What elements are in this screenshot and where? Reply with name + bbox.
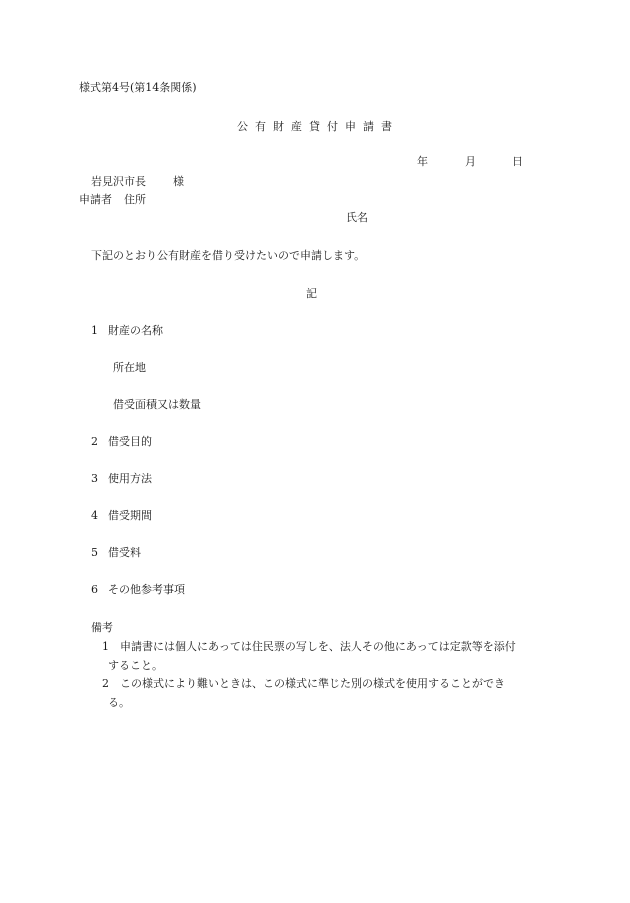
item-number: 2 <box>91 435 98 448</box>
date-day: 日 <box>512 155 523 168</box>
item-number: 3 <box>91 472 98 485</box>
item-number: 4 <box>91 509 98 522</box>
note-number: 1 <box>102 640 109 653</box>
item-label: 使用方法 <box>108 472 152 485</box>
item-label: その他参考事項 <box>108 583 185 596</box>
note-line: る。 <box>108 696 130 709</box>
item-number: 1 <box>91 324 98 337</box>
item-label: 借受面積又は数量 <box>113 398 201 411</box>
item-label: 所在地 <box>113 361 146 374</box>
date-month: 月 <box>465 155 476 168</box>
addressee-honorific: 様 <box>173 175 184 188</box>
note-number: 2 <box>102 677 109 690</box>
applicant-label: 申請者 <box>79 193 112 206</box>
intro-text: 下記のとおり公有財産を借り受けたいので申請します。 <box>91 249 366 262</box>
applicant-name-label: 氏名 <box>346 211 368 224</box>
item-label: 借受目的 <box>108 435 152 448</box>
note-line: 申請書には個人にあっては住民票の写しを、法人その他にあっては定款等を添付 <box>120 640 516 653</box>
item-label: 借受料 <box>108 546 141 559</box>
item-number: 6 <box>91 583 98 596</box>
item-label: 財産の名称 <box>108 324 163 337</box>
document-title: 公有財産貸付申請書 <box>237 120 399 133</box>
note-line: この様式により難いときは、この様式に準じた別の様式を使用することができ <box>120 677 505 690</box>
notes-heading: 備考 <box>91 621 113 634</box>
item-label: 借受期間 <box>108 509 152 522</box>
ki-heading: 記 <box>306 287 317 300</box>
note-line: すること。 <box>108 659 163 672</box>
item-number: 5 <box>91 546 98 559</box>
form-number: 様式第4号(第14条関係) <box>79 81 197 94</box>
addressee-name: 岩見沢市長 <box>91 175 146 188</box>
date-year: 年 <box>417 155 428 168</box>
applicant-address-label: 住所 <box>124 193 146 206</box>
